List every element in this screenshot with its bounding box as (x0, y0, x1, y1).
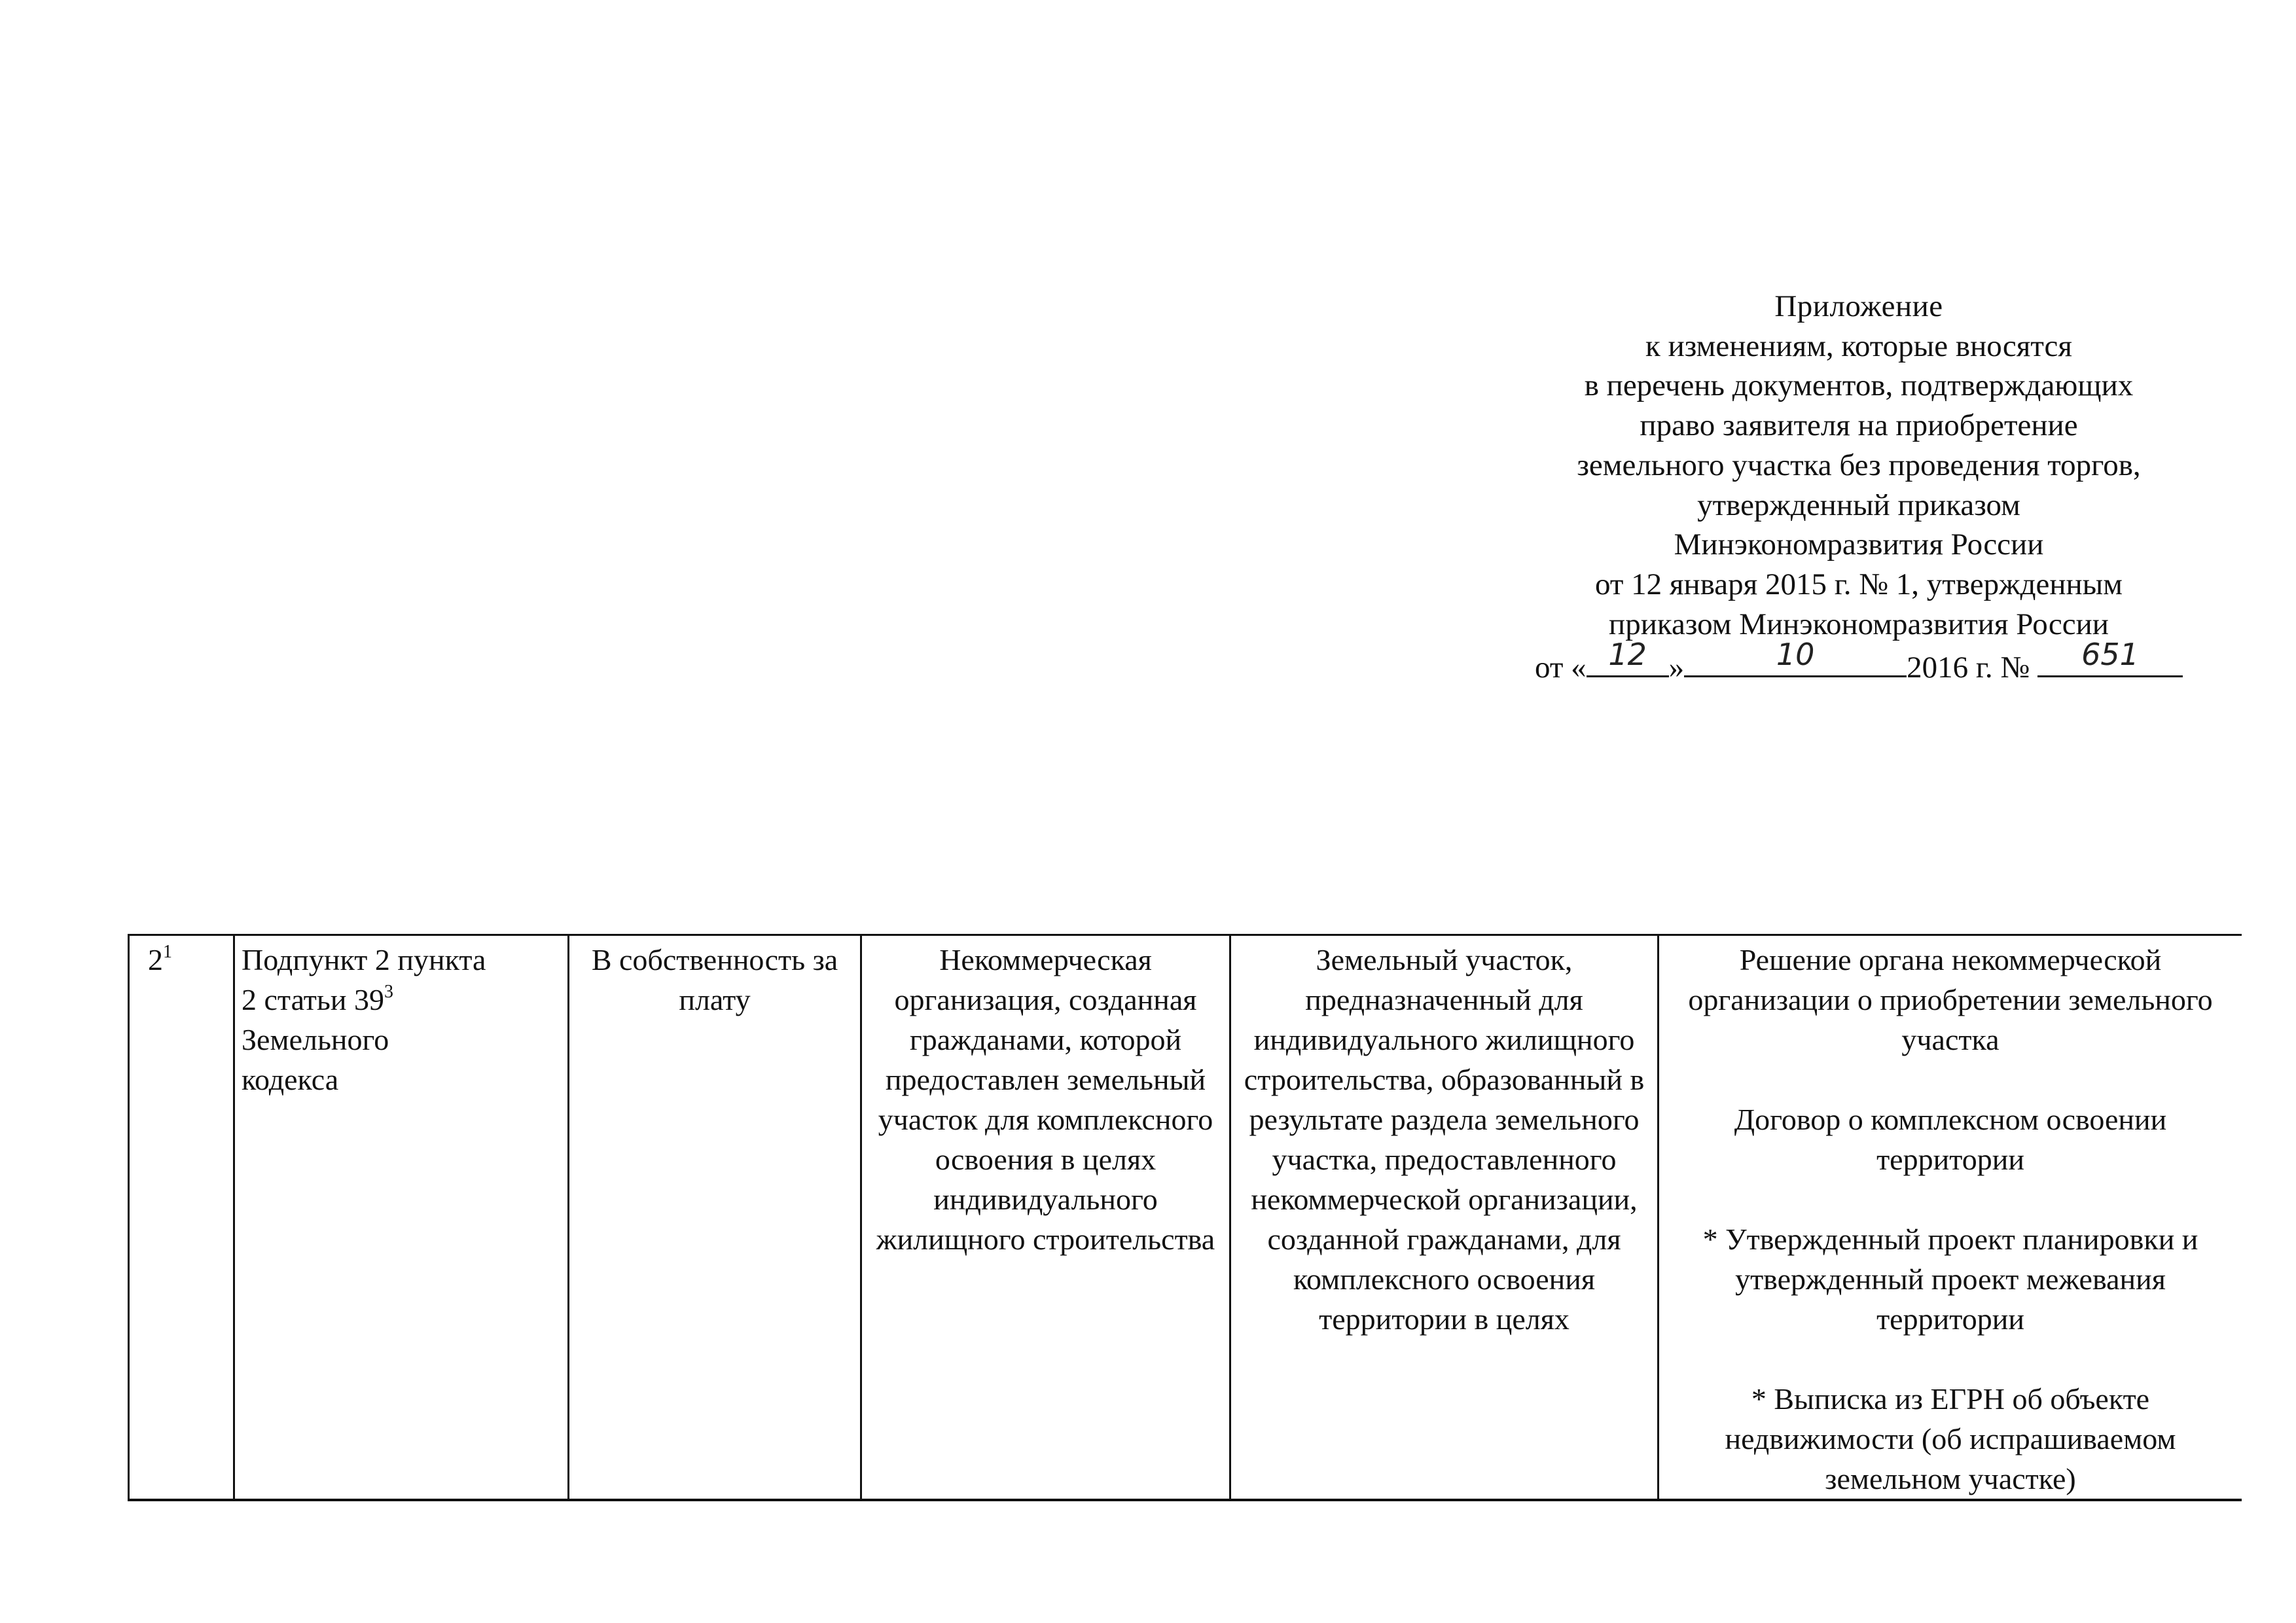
number-blank (2037, 637, 2183, 677)
appendix-header (1492, 287, 2225, 688)
appendix-title: Приложение (1774, 289, 1943, 323)
document-item: Решение органа некоммерческой организации о приобретении земельного участка (1688, 943, 2213, 1056)
date-prefix: от « (1535, 651, 1587, 685)
appendix-line: от 12 января 2015 г. № 1, утвержденным (1595, 567, 2123, 601)
documents-table (128, 934, 2242, 1501)
order-date-line (1492, 637, 2225, 688)
appendix-line: право заявителя на приобретение (1640, 408, 2078, 443)
appendix-line: в перечень документов, подтверждающих (1584, 368, 2134, 403)
handwritten-month: 10 (1776, 637, 1815, 673)
applicant-cell: Некоммерческая организация, созданная гражданами, которой предоставлен земельный участок для комплексного освоения в целях индивидуального жилищного строительства (861, 935, 1230, 1501)
right-type-cell: В собственность за плату (569, 935, 861, 1501)
table-row (129, 935, 2242, 1501)
handwritten-day: 12 (1608, 637, 1647, 673)
document-item: * Утвержденный проект планировки и утвержденный проект межевания территории (1702, 1222, 2198, 1336)
legal-basis-cell: Подпункт 2 пункта 2 статьи $39^3$ Земельного кодекса (234, 935, 569, 1501)
year-label: 2016 г. № (1907, 651, 2030, 685)
handwritten-number: 651 (2081, 637, 2139, 673)
documents-cell (1659, 935, 2242, 1501)
appendix-line: приказом Минэкономразвития России (1609, 607, 2109, 641)
appendix-line: к изменениям, которые вносятся (1645, 329, 2072, 363)
document-item: * Выписка из ЕГРН об объекте недвижимости (об испрашиваемом земельном участке) (1725, 1382, 2176, 1495)
appendix-line: утвержденный приказом (1697, 488, 2020, 522)
month-blank (1684, 637, 1907, 677)
document-item: Договор о комплексном освоении территории (1734, 1103, 2167, 1176)
day-blank (1587, 637, 1669, 677)
land-plot-cell: Земельный участок, предназначенный для индивидуального жилищного строительства, образованный в результате раздела земельного участка, предоставленного некоммерческой организации, созданной гражданами, для комплексного освоения территории в целях (1230, 935, 1659, 1501)
date-quote: » (1668, 651, 1685, 685)
appendix-line: Минэкономразвития России (1674, 527, 2044, 562)
row-number: $2^1$ (129, 935, 234, 1501)
appendix-line: земельного участка без проведения торгов, (1577, 448, 2141, 482)
